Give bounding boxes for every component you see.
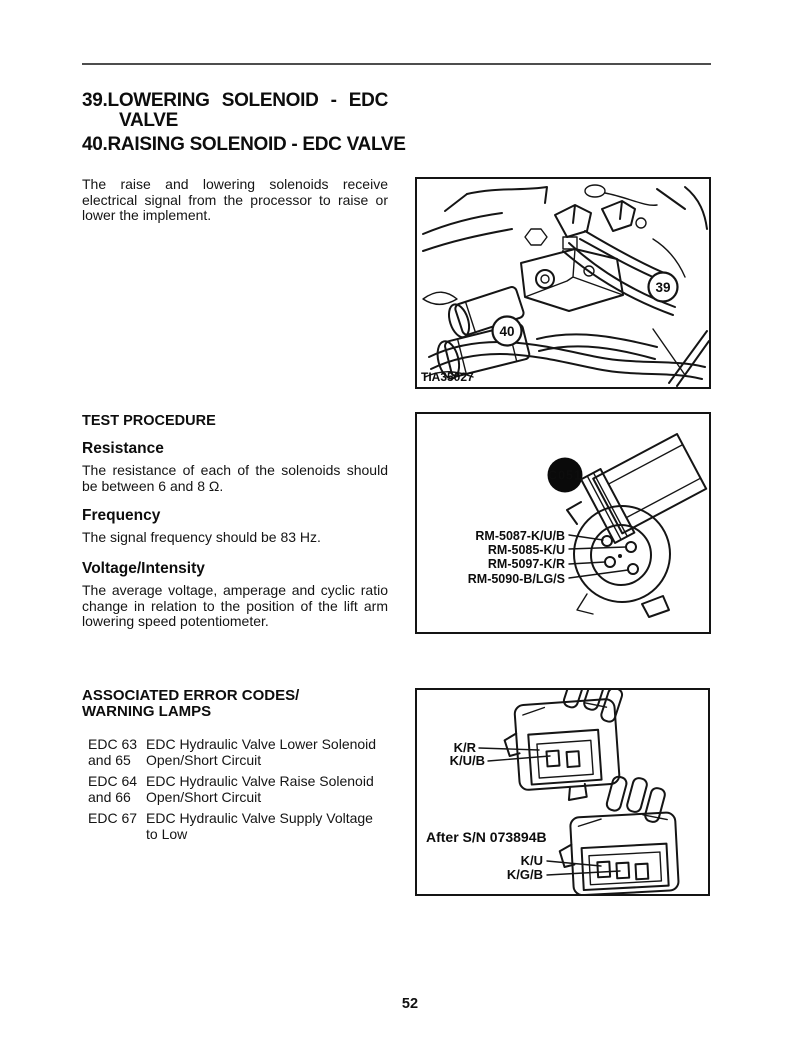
error-code-description: EDC Hydraulic Valve Lower Solenoid Open/Short Circuit [146, 736, 377, 768]
error-code-row [88, 774, 382, 805]
connector-top [502, 690, 625, 804]
connectors-sn-lineart [417, 690, 708, 894]
frequency-paragraph: The signal frequency should be 83 Hz. [82, 529, 321, 545]
serial-note-label: After S/N 073894B [426, 829, 547, 845]
resistance-paragraph: The resistance of each of the solenoids should be between 6 and 8 Ω. [82, 462, 388, 494]
callout-39-label: 39 [655, 280, 671, 295]
intro-paragraph: The raise and lowering solenoids receive electrical signal from the processor to raise or lower the implement. [82, 176, 388, 223]
frequency-heading: Frequency [82, 507, 161, 524]
error-codes-heading-line1: ASSOCIATED ERROR CODES/ [82, 687, 300, 704]
figure-solenoid-valves [415, 177, 711, 389]
section-40-title: 40.RAISING SOLENOID - EDC VALVE [82, 134, 406, 155]
error-codes-heading-line2: WARNING LAMPS [82, 703, 212, 720]
section-39-title-line2: VALVE [119, 110, 179, 131]
connector-bottom [558, 772, 679, 894]
error-code-description: EDC Hydraulic Valve Raise Solenoid Open/Short Circuit [146, 773, 374, 805]
section-40-heading [82, 134, 406, 155]
wire-label-kub: K/U/B [449, 753, 485, 768]
error-code-row [88, 811, 382, 842]
photo-ref-label: TIA35027 [421, 370, 474, 384]
connector-id-label: C051 [548, 468, 582, 483]
header-rule [82, 63, 711, 65]
wire-label-rm-5097: RM-5097-K/R [487, 557, 565, 571]
callout-40-label: 40 [499, 324, 515, 339]
test-procedure-heading: TEST PROCEDURE [82, 413, 216, 429]
section-39-heading [82, 91, 388, 131]
wire-label-kr: K/R [453, 740, 476, 755]
connector-id-badge [548, 458, 583, 493]
error-code: EDC 63 and 65 [88, 736, 138, 768]
wire-label-ku: K/U [520, 853, 543, 868]
callout-40-lowering [493, 317, 522, 346]
wire-label-rm-5090: RM-5090-B/LG/S [467, 572, 565, 586]
error-code-row [88, 737, 382, 768]
wire-label-rm-5087: RM-5087-K/U/B [475, 529, 565, 543]
page-number: 52 [401, 996, 419, 1012]
section-39-title-line1: 39.LOWERING SOLENOID - EDC [82, 90, 388, 111]
voltage-intensity-paragraph: The average voltage, amperage and cyclic ratio change in relation to the position of the lift arm lowering speed potentiometer. [82, 582, 388, 629]
solenoid-valves-lineart [417, 179, 709, 387]
error-code-description: EDC Hydraulic Valve Supply Voltage to Low [146, 810, 373, 842]
figure-connectors-sn [415, 688, 710, 896]
resistance-heading: Resistance [82, 440, 164, 457]
figure-connector-c051 [415, 412, 711, 634]
wire-label-kgb: K/G/B [506, 867, 543, 882]
connector-c051-lineart [417, 414, 709, 632]
error-codes-heading [82, 688, 388, 720]
wire-label-rm-5085: RM-5085-K/U [487, 543, 565, 557]
voltage-intensity-heading: Voltage/Intensity [82, 560, 205, 577]
error-code: EDC 67 [88, 810, 138, 826]
callout-39-raising [649, 273, 678, 302]
error-code: EDC 64 and 66 [88, 773, 138, 805]
